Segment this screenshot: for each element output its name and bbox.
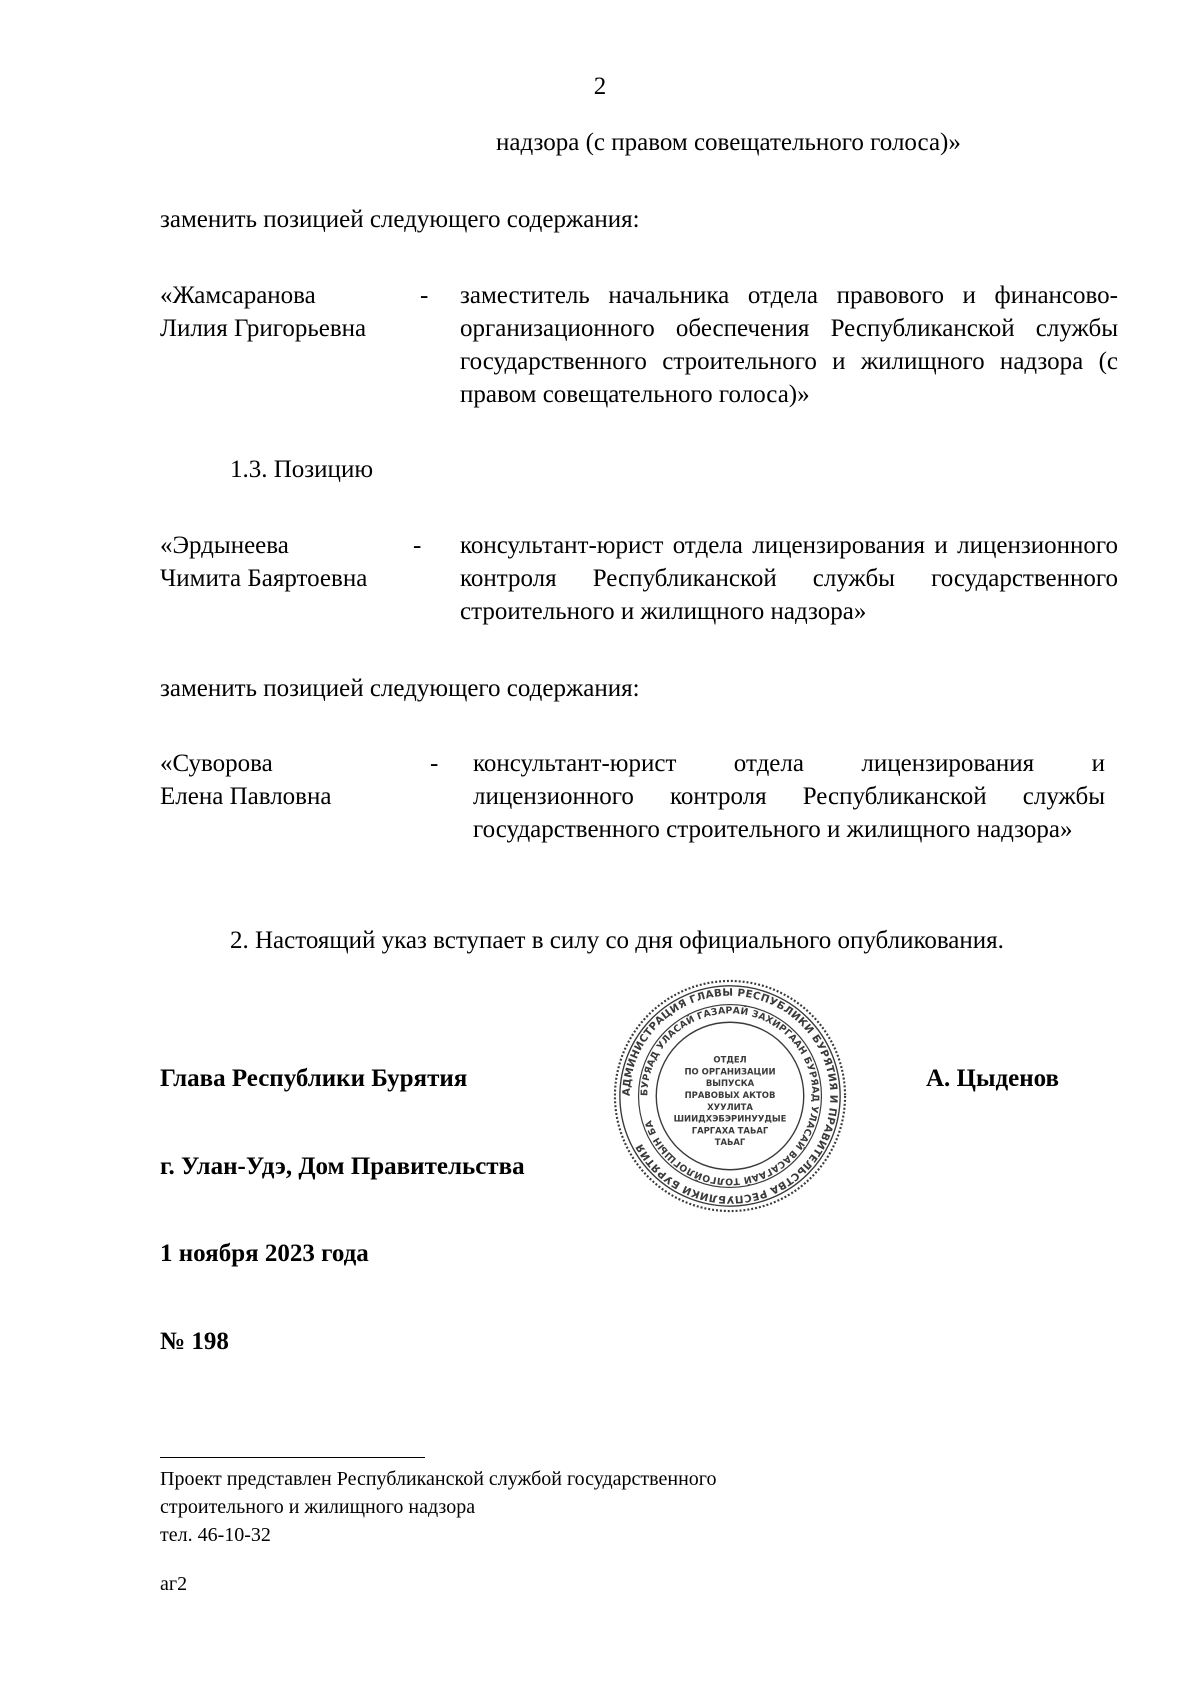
replace-phrase: заменить позицией следующего содержания: <box>160 206 640 233</box>
continuation-line: надзора (с правом совещательного голоса)» <box>496 129 961 156</box>
member-given-names: Чимита Баяртоевна <box>160 565 368 592</box>
seal-center-line: ТАЬАГ <box>714 1137 746 1148</box>
member-given-names: Лилия Григорьевна <box>160 315 367 342</box>
footnote-phone: тел. 46-10-32 <box>160 1524 271 1546</box>
seal-center-line: ПО ОРГАНИЗАЦИИ <box>684 1066 776 1077</box>
member-name <box>160 529 367 595</box>
member-surname: «Суворова <box>160 750 273 777</box>
document-code: аг2 <box>160 1573 188 1595</box>
official-seal <box>612 978 848 1214</box>
signing-date: 1 ноября 2023 года <box>160 1240 369 1267</box>
member-surname: «Эрдынеева <box>160 532 289 559</box>
member-given-names: Елена Павловна <box>160 783 332 810</box>
member-surname: «Жамсаранова <box>160 282 316 309</box>
item-2-paragraph: 2. Настоящий указ вступает в силу со дня официального опубликования. <box>230 927 1004 954</box>
seal-center-line: ШИИДХЭБЭРИНУУДЫЕ <box>673 1113 787 1124</box>
entry-dash: - <box>430 750 439 777</box>
seal-center-line: ВЫПУСКА <box>705 1078 755 1089</box>
replace-phrase: заменить позицией следующего содержания: <box>160 675 640 702</box>
footnote-line: строительного и жилищного надзора <box>160 1496 476 1518</box>
signatory-name: А. Цыденов <box>926 1065 1060 1092</box>
footnote-separator <box>160 1457 425 1458</box>
item-1-3: 1.3. Позицию <box>230 456 373 483</box>
seal-center-line: ПРАВОВЫХ АКТОВ <box>684 1089 776 1100</box>
seal-inner-text: БУРЯАД УЛАСАЙ ГАЗАРАЙ ЗАХИРГААН БУРЯАД УЛАСАЙ ВАСАГААЙ ТОЛГОЙЛОГШЫН БА <box>639 1005 821 1187</box>
signatory-title: Глава Республики Бурятия <box>160 1065 468 1092</box>
seal-outer-text: АДМИНИСТРАЦИЯ ГЛАВЫ РЕСПУБЛИКИ БУРЯТИЯ И ПРАВИТЕЛЬСТВА РЕСПУБЛИКИ БУРЯТИЯ <box>620 986 840 1206</box>
signing-place: г. Улан-Удэ, Дом Правительства <box>160 1153 525 1180</box>
entry-dash: - <box>420 282 429 309</box>
member-description: консультант-юрист отдела лицензирования и лицензионного контроля Республиканской службы государственного строительного и жилищного надзора» <box>460 532 1118 625</box>
member-name <box>160 747 331 813</box>
seal-center-line: ГАРГАХА ТАЬАГ <box>691 1125 769 1136</box>
page-number: 2 <box>593 73 607 100</box>
member-description: заместитель начальника отдела правового и финансово-организационного обеспечения Республиканской службы государственного строительного и жилищного надзора (с правом совещательного голоса)» <box>460 282 1118 408</box>
seal-center-line: ХУУЛИТА <box>707 1101 753 1112</box>
footnote-line: Проект представлен Республиканской службой государственного <box>160 1468 717 1490</box>
decree-number: № 198 <box>160 1328 229 1355</box>
member-name <box>160 279 366 345</box>
seal-center-line: ОТДЕЛ <box>713 1054 747 1065</box>
entry-dash: - <box>413 532 422 559</box>
member-description: консультант-юрист отдела лицензирования и лицензионного контроля Республиканской службы государственного строительного и жилищного надзора» <box>473 750 1105 843</box>
